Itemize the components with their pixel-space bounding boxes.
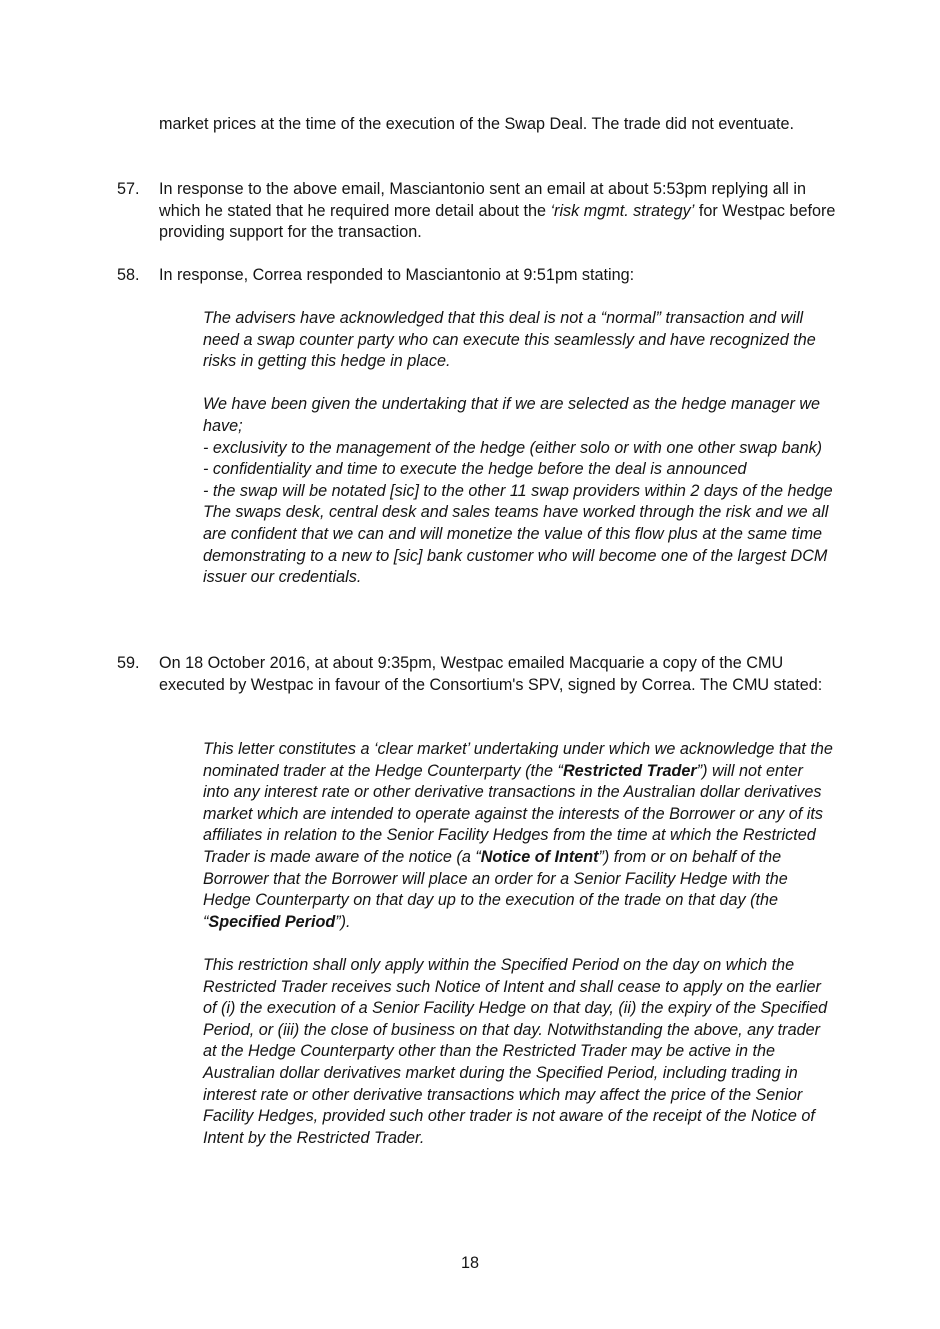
block-quote-cmu [203, 739, 833, 1149]
paragraph-text-part: for Westpac before providing support for the transaction. [159, 201, 836, 242]
emphasis-text: ‘risk mgmt. strategy’ [550, 201, 695, 220]
quote-paragraph [203, 739, 833, 933]
defined-term: Specified Period [208, 912, 336, 931]
paragraph-continuation [159, 114, 839, 136]
quote-line: - confidentiality and time to execute the hedge before the deal is announced [203, 460, 747, 479]
quote-line: - the swap will be notated [sic] to the other 11 swap providers within 2 days of the hedge [203, 481, 833, 500]
quote-paragraph: The advisers have acknowledged that this deal is not a “normal” transaction and will need a swap counter party who can execute this seamlessly and have recognized the risks in getting this hedge in place. [203, 309, 816, 371]
paragraph-text: market prices at the time of the execution of the Swap Deal. The trade did not eventuate. [159, 115, 794, 133]
quote-text-part: This letter constitutes a ‘clear market’ undertaking under which we acknowledge that the nominated trader at the Hedge Counterparty (the “ [203, 740, 833, 780]
paragraph-number: 58. [117, 266, 140, 284]
defined-term: Restricted Trader [562, 761, 697, 780]
quote-line: - exclusivity to the management of the hedge (either solo or with one other swap bank) [203, 438, 823, 457]
quote-text-part: ”) from or on behalf of the Borrower that the Borrower will place an order for a Senior Facility Hedge with the Hedge Counterparty on that day up to the execution of the trade on that day (the “ [203, 847, 788, 931]
quote-text-part: ”) will not enter into any interest rate or other derivative transactions in the Australian dollar derivatives market which are intended to operate against the interests of the Borrower or any of its affiliates in relation to the Senior Facility Hedges from the time at which the Restricted Trader is made aware of the notice (a “ [203, 761, 823, 866]
paragraph-text-part: In response to the above email, Masciantonio sent an email at about 5:53pm replying all in which he stated that he required more detail about the [159, 180, 806, 220]
paragraph-57 [159, 179, 839, 244]
paragraph-text: On 18 October 2016, at about 9:35pm, Westpac emailed Macquarie a copy of the CMU executed by Westpac in favour of the Consortium's SPV, signed by Correa. The CMU stated: [159, 654, 823, 694]
paragraph-number: 59. [117, 654, 140, 672]
page-number: 18 [460, 1254, 479, 1272]
defined-term: Notice of Intent [480, 847, 599, 866]
quote-text-part: ”). [335, 912, 351, 931]
quote-line: The swaps desk, central desk and sales teams have worked through the risk and we all are confident that we can and will monetize the value of this flow plus at the same time demonstrating to a new to [sic] bank customer who will become one of the largest DCM issuer our credentials. [203, 503, 829, 587]
quote-paragraph: This restriction shall only apply within the Specified Period on the day on which the Restricted Trader receives such Notice of Intent and shall cease to apply on the earlier of (i) the execution of a Senior Facility Hedge on that day, (ii) the expiry of the Specified Period, or (iii) the close of business on that day. Notwithstanding the above, any trader at the Hedge Counterparty other than the Restricted Trader may be active in the Australian dollar derivatives market during the Specified Period, including trading in interest rate or other derivative transactions which may affect the price of the Senior Facility Hedges, provided such other trader is not aware of the receipt of the Notice of Intent by the Restricted Trader. [203, 955, 828, 1147]
paragraph-text: In response, Correa responded to Masciantonio at 9:51pm stating: [159, 266, 635, 284]
block-quote-email [203, 308, 833, 589]
quote-line: We have been given the undertaking that if we are selected as the hedge manager we have; [203, 395, 821, 435]
paragraph-58 [159, 265, 839, 287]
paragraph-59 [159, 653, 839, 696]
paragraph-text [159, 179, 839, 244]
paragraph-number: 57. [117, 180, 140, 198]
